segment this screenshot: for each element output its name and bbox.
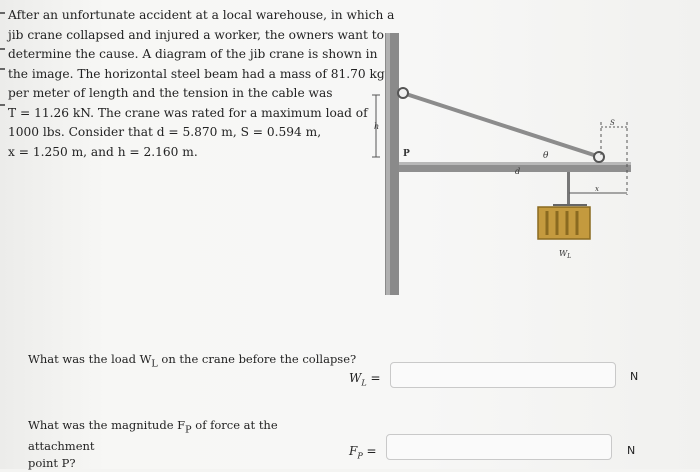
- problem-line: T = 11.26 kN. The crane was rated for a maximum load of: [8, 105, 368, 120]
- beam-highlight: [399, 162, 631, 165]
- label-s: S: [610, 119, 615, 127]
- lhs-eq: =: [362, 444, 377, 458]
- label-wl: $W_L$: [559, 249, 572, 260]
- question-2-line2: point P?: [28, 456, 76, 471]
- unit-label: N: [630, 370, 639, 383]
- problem-line: x = 1.250 m, and h = 2.160 m.: [8, 144, 198, 159]
- lhs-sub: P: [357, 451, 363, 461]
- margin-mark: [0, 12, 5, 14]
- problem-line: 1000 lbs. Consider that d = 5.870 m, S = 0.594 m,: [8, 125, 322, 139]
- question-2-part: What was the magnitude F: [28, 418, 186, 432]
- question-2-lhs: [349, 444, 377, 460]
- question-2-sub: P: [185, 424, 192, 436]
- post-highlight: [386, 33, 390, 295]
- margin-mark: [0, 48, 5, 50]
- margin-mark: [0, 104, 5, 106]
- problem-line: determine the cause. A diagram of the jib crane is shown in: [8, 47, 378, 61]
- question-1-sub: L: [151, 358, 158, 370]
- question-1-lhs: [349, 371, 381, 387]
- label-x: x: [595, 185, 599, 193]
- lhs-symbol: F: [349, 444, 358, 458]
- problem-line: jib crane collapsed and injured a worker, the owners want to: [8, 27, 384, 42]
- cable-top-pin: [398, 88, 408, 98]
- cable: [403, 93, 597, 156]
- question-2-text: [28, 417, 308, 472]
- question-1-part: on the crane before the collapse?: [157, 352, 357, 366]
- unit-label: N: [627, 444, 636, 457]
- question-1-text: [28, 351, 356, 372]
- label-theta: θ: [543, 151, 549, 161]
- cable-beam-pin: [594, 152, 604, 162]
- question-2-part: of force at the attachment: [28, 418, 278, 454]
- question-1-part: What was the load W: [28, 352, 152, 366]
- hoist-rod: [567, 172, 570, 204]
- load-answer-input[interactable]: [390, 362, 616, 388]
- problem-line: After an unfortunate accident at a local warehouse, in which a: [8, 8, 395, 22]
- problem-line: per meter of length and the tension in the cable was: [8, 86, 333, 100]
- problem-line: the image. The horizontal steel beam had a mass of 81.70 kg: [8, 66, 385, 81]
- problem-statement: [8, 6, 395, 162]
- label-h: h: [374, 122, 380, 131]
- force-answer-input[interactable]: [386, 434, 612, 460]
- margin-mark: [0, 68, 5, 70]
- lhs-eq: =: [366, 371, 381, 385]
- lhs-sub: L: [361, 378, 367, 388]
- label-d: d: [515, 167, 521, 176]
- jib-crane-diagram: [365, 25, 655, 300]
- lhs-symbol: W: [349, 371, 362, 385]
- label-p: P: [403, 149, 410, 159]
